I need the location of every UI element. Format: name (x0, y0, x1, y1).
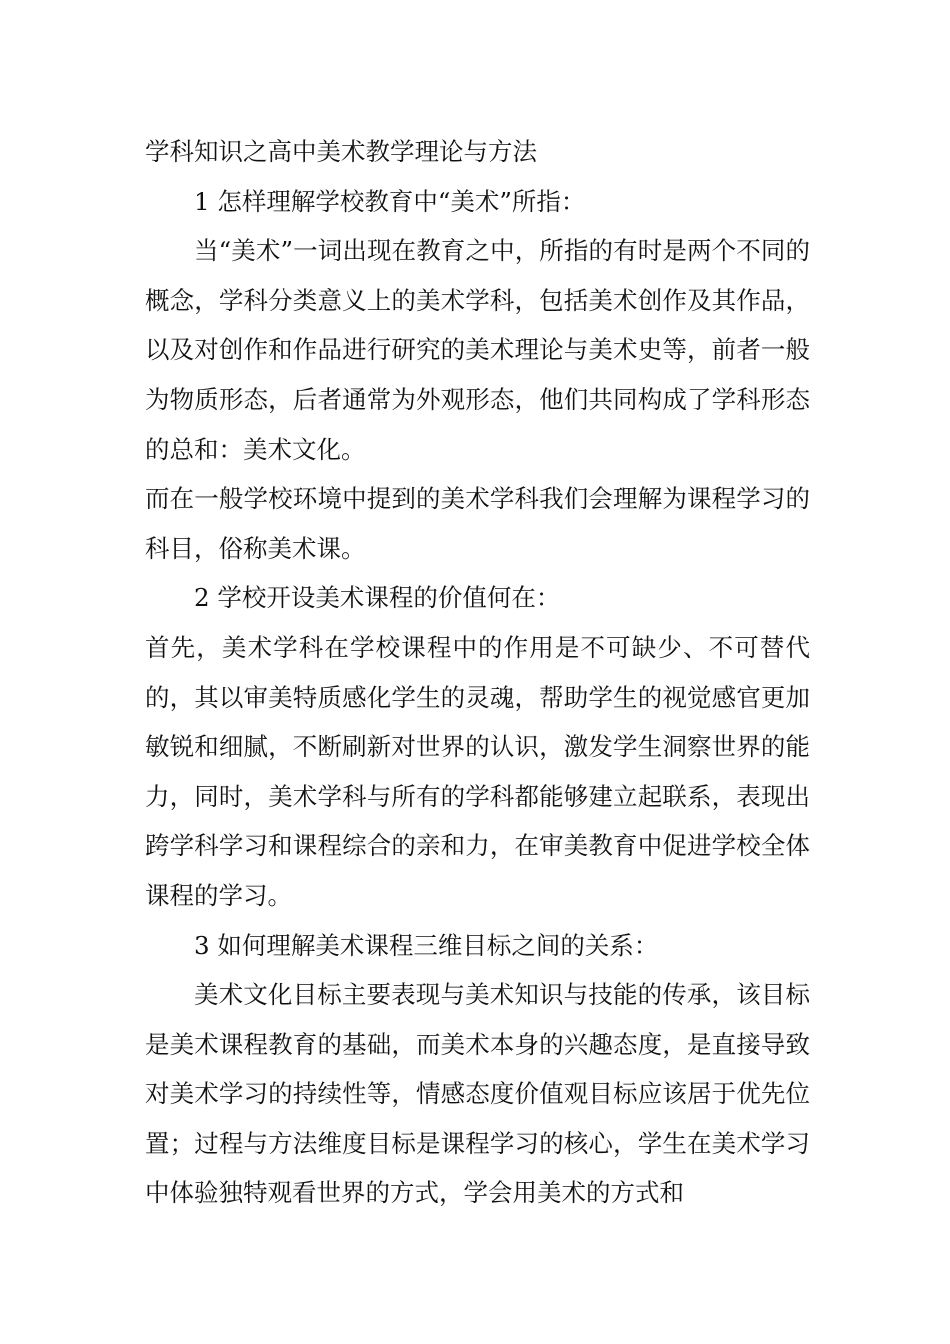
document-title: 学科知识之高中美术教学理论与方法 (145, 137, 537, 166)
document-body (145, 127, 810, 1218)
question-heading-1: 1 怎样理解学校教育中“美术”所指： (194, 186, 586, 216)
question-heading-3: 3 如何理解美术课程三维目标之间的关系： (194, 930, 659, 960)
paragraph-3: 首先，美术学科在学校课程中的作用是不可缺少、不可替代的，其以审美特质感化学生的灵魂，帮助学生的视觉感官更加敏锐和细腻，不断刷新对世界的认识，激发学生洞察世界的能力，同时，美术学科与所有的学科都能够建立起联系，表现出跨学科学习和课程综合的亲和力，在审美教育中促进学校全体课程的学习。 (145, 632, 810, 910)
paragraph-2: 而在一般学校环境中提到的美术学科我们会理解为课程学习的科目，俗称美术课。 (145, 484, 810, 563)
question-heading-2: 2 学校开设美术课程的价值何在： (194, 583, 561, 613)
paragraph-4: 美术文化目标主要表现与美术知识与技能的传承，该目标是美术课程教育的基础，而美术本身的兴趣态度，是直接导致对美术学习的持续性等，情感态度价值观目标应该居于优先位置；过程与方法维度目标是课程学习的核心，学生在美术学习中体验独特观看世界的方式，学会用美术的方式和 (145, 980, 810, 1208)
paragraph-1: 当“美术”一词出现在教育之中，所指的有时是两个不同的概念，学科分类意义上的美术学科，包括美术创作及其作品，以及对创作和作品进行研究的美术理论与美术史等，前者一般为物质形态，后者通常为外观形态，他们共同构成了学科形态的总和：美术文化。 (145, 236, 810, 464)
